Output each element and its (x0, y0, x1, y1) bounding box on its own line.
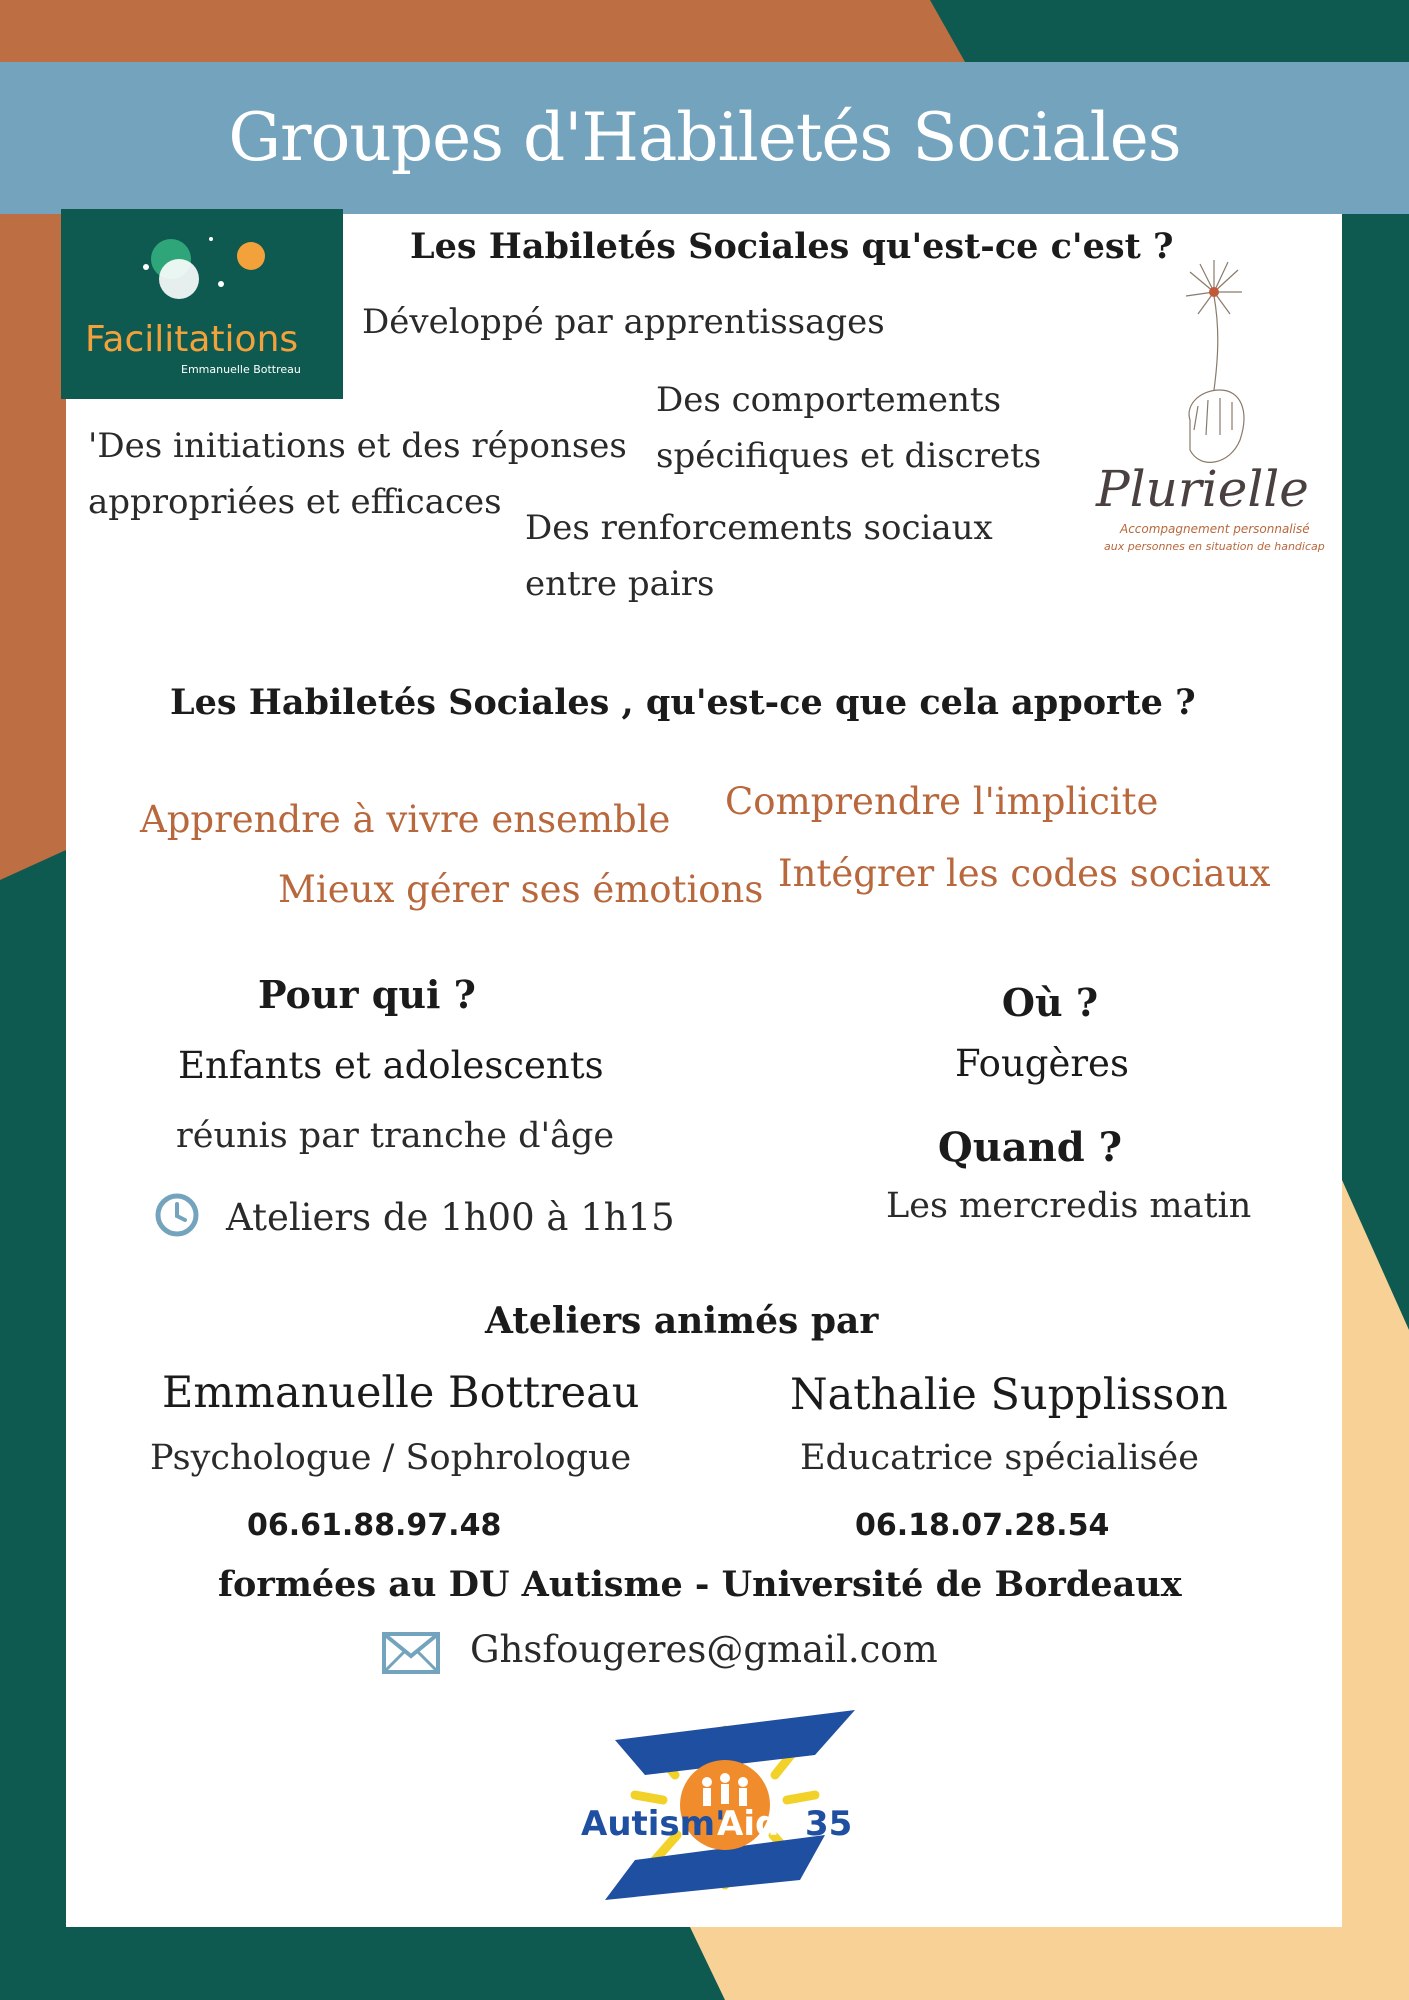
who-heading: Pour qui ? (258, 972, 476, 1017)
benefit-codes-sociaux: Intégrer les codes sociaux (778, 852, 1271, 895)
who-line2: réunis par tranche d'âge (176, 1116, 615, 1156)
person1-role: Psychologue / Sophrologue (150, 1438, 632, 1478)
person2-role: Educatrice spécialisée (800, 1438, 1199, 1478)
facilitations-subtitle: Emmanuelle Bottreau (181, 363, 301, 376)
who-line1: Enfants et adolescents (178, 1044, 604, 1087)
plurielle-tagline-2: aux personnes en situation de handicap (1104, 540, 1325, 553)
section1-item3-line1: 'Des initiations et des réponses (88, 426, 627, 466)
facilitations-logo (61, 209, 343, 399)
section1-item2-line1: Des comportements (656, 380, 1002, 420)
section2-heading: Les Habiletés Sociales , qu'est-ce que cela apporte ? (170, 682, 1196, 723)
autism-aide-logo (575, 1700, 875, 1915)
benefit-emotions: Mieux gérer ses émotions (278, 868, 764, 911)
section1-item1: Développé par apprentissages (362, 302, 885, 342)
section1-heading: Les Habiletés Sociales qu'est-ce c'est ? (410, 226, 1174, 267)
section1-item4-line1: Des renforcements sociaux (525, 508, 993, 548)
person2-name: Nathalie Supplisson (790, 1370, 1228, 1420)
person2-phone: 06.18.07.28.54 (855, 1508, 1110, 1543)
person1-name: Emmanuelle Bottreau (162, 1368, 640, 1418)
section1-item3-line2: appropriées et efficaces (88, 482, 502, 522)
clock-icon (154, 1192, 200, 1238)
section1-item2-line2: spécifiques et discrets (656, 436, 1042, 476)
where-value: Fougères (955, 1042, 1129, 1085)
person1-phone: 06.61.88.97.48 (247, 1508, 502, 1543)
plurielle-tagline-1: Accompagnement personnalisé (1120, 522, 1310, 536)
section1-item4-line2: entre pairs (525, 564, 715, 604)
autism-aide-part1: Autism' (581, 1804, 726, 1844)
autism-aide-part2: Aide (717, 1804, 803, 1844)
autism-aide-part3: 35 (805, 1804, 853, 1844)
when-heading: Quand ? (937, 1124, 1123, 1171)
dandelion-hand-icon (1090, 230, 1340, 570)
training-line: formées au DU Autisme - Université de Bordeaux (218, 1564, 1182, 1605)
page-title: Groupes d'Habiletés Sociales (228, 99, 1181, 176)
workshop-duration: Ateliers de 1h00 à 1h15 (226, 1196, 675, 1239)
benefit-implicite: Comprendre l'implicite (725, 780, 1159, 823)
where-heading: Où ? (1001, 980, 1099, 1025)
email-link[interactable]: Ghsfougeres@gmail.com (470, 1628, 938, 1671)
facilitations-name: Facilitations (85, 319, 299, 360)
plurielle-name: Plurielle (1096, 460, 1309, 518)
benefit-vivre-ensemble: Apprendre à vivre ensemble (140, 798, 671, 841)
when-value: Les mercredis matin (886, 1186, 1252, 1226)
plurielle-logo (1090, 230, 1340, 570)
facilitators-heading: Ateliers animés par (485, 1300, 879, 1342)
envelope-icon (382, 1632, 440, 1674)
